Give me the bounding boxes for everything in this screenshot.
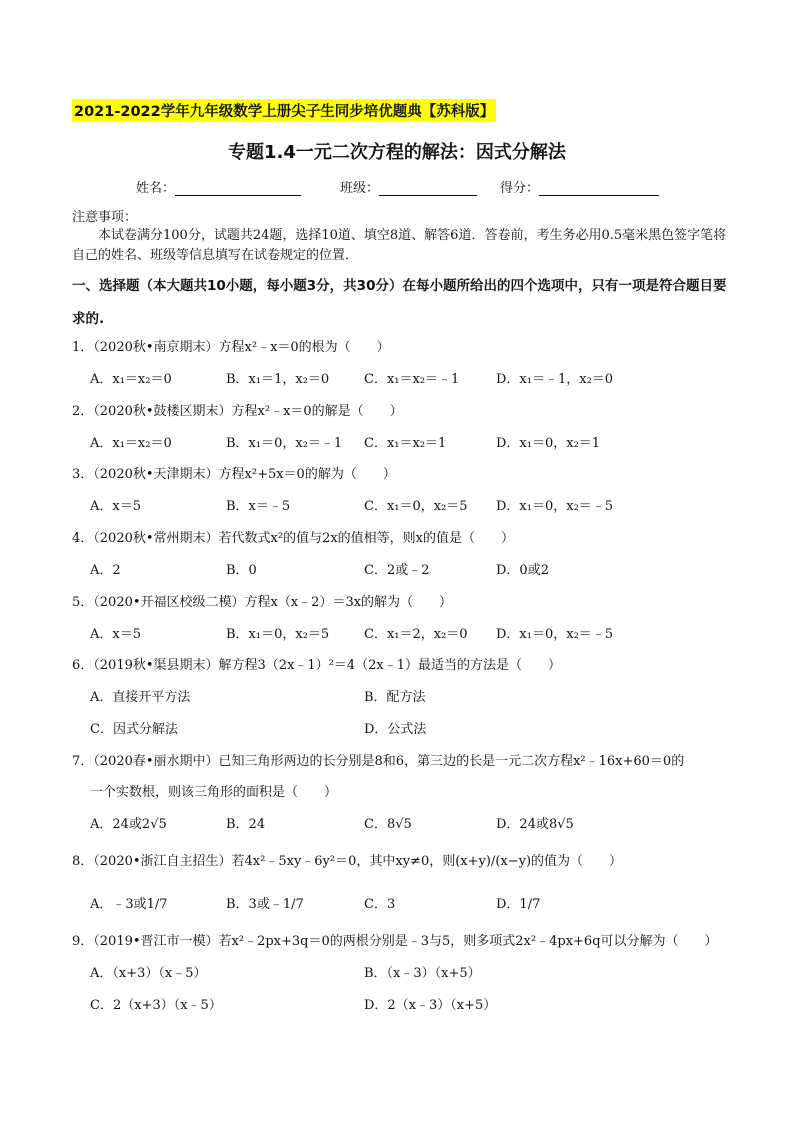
q3-option-b[interactable]: B．x＝﹣5 [226, 499, 291, 514]
name-field[interactable] [136, 177, 301, 196]
notice-body: 本试卷满分100分，试题共24题，选择10道、填空8道、解答6道．答卷前，考生务必用0.5毫米黑色签字笔将自己的姓名、班级等信息填写在试卷规定的位置． [72, 228, 727, 263]
section-heading: 一、选择题（本大题共10小题，每小题3分，共30分）在每小题所给出的四个选项中，只有一项是符合题目要求的. [72, 278, 727, 327]
q8-option-c[interactable]: C．3 [364, 897, 396, 912]
score-label: 得分： [500, 181, 540, 196]
q8-option-d[interactable]: D．1/7 [496, 897, 541, 912]
question-4-stem: 4．（2020秋•常州期末）若代数式x²的值与2x的值相等，则x的值是（ ） [72, 531, 515, 546]
class-field[interactable] [340, 177, 477, 196]
q3-option-d[interactable]: D．x₁＝0，x₂＝﹣5 [496, 499, 614, 514]
q4-option-c[interactable]: C．2或﹣2 [364, 563, 430, 578]
question-9-stem: 9．（2019•晋江市一模）若x²﹣2px+3q＝0的两根分别是﹣3与5，则多项式2x²﹣4px+6q可以分解为（ ） [72, 934, 718, 949]
q9-option-c[interactable]: C．2（x+3）（x﹣5） [90, 998, 222, 1013]
q2-option-a[interactable]: A．x₁＝x₂＝0 [90, 436, 172, 451]
q7-option-b[interactable]: B．24 [226, 817, 266, 832]
q4-option-a[interactable]: A．2 [90, 563, 121, 578]
series-banner: 2021-2022学年九年级数学上册尖子生同步培优题典【苏科版】 [72, 99, 496, 122]
question-2-stem: 2．（2020秋•鼓楼区期末）方程x²﹣x＝0的解是（ ） [72, 404, 403, 419]
question-5-stem: 5．（2020•开福区校级二模）方程x（x﹣2）＝3x的解为（ ） [72, 595, 453, 610]
q3-option-c[interactable]: C．x₁＝0，x₂＝5 [364, 499, 468, 514]
name-blank[interactable] [175, 183, 301, 196]
q2-option-c[interactable]: C．x₁＝x₂＝1 [364, 436, 447, 451]
page-title: 专题1.4一元二次方程的解法：因式分解法 [228, 142, 566, 163]
q5-option-b[interactable]: B．x₁＝0，x₂＝5 [226, 627, 330, 642]
name-label: 姓名： [136, 181, 176, 196]
question-3-stem: 3．（2020秋•天津期末）方程x²+5x＝0的解为（ ） [72, 467, 396, 482]
score-blank[interactable] [539, 183, 659, 196]
q2-option-d[interactable]: D．x₁＝0，x₂＝1 [496, 436, 601, 451]
q5-option-d[interactable]: D．x₁＝0，x₂＝﹣5 [496, 627, 614, 642]
q2-option-b[interactable]: B．x₁＝0，x₂＝﹣1 [226, 436, 343, 451]
q6-option-b[interactable]: B．配方法 [364, 690, 426, 705]
score-field[interactable] [500, 177, 659, 196]
q4-option-d[interactable]: D．0或2 [496, 563, 549, 578]
q7-option-d[interactable]: D．24或8√5 [496, 817, 574, 832]
q1-option-b[interactable]: B．x₁＝1，x₂＝0 [226, 372, 330, 387]
q7-option-a[interactable]: A．24或2√5 [90, 817, 167, 832]
q6-option-a[interactable]: A．直接开平方法 [90, 690, 191, 705]
class-label: 班级： [340, 181, 380, 196]
class-blank[interactable] [379, 183, 477, 196]
q5-option-a[interactable]: A．x＝5 [90, 627, 141, 642]
q5-option-c[interactable]: C．x₁＝2，x₂＝0 [364, 627, 468, 642]
q6-option-c[interactable]: C．因式分解法 [90, 722, 178, 737]
q9-option-b[interactable]: B．（x﹣3）（x+5） [364, 966, 481, 981]
q8-option-b[interactable]: B．3或﹣1/7 [226, 897, 304, 912]
question-6-stem: 6．（2019秋•渠县期末）解方程3（2x﹣1）²＝4（2x﹣1）最适当的方法是（ ） [72, 658, 562, 673]
q1-option-a[interactable]: A．x₁＝x₂＝0 [90, 372, 172, 387]
q3-option-a[interactable]: A．x＝5 [90, 499, 141, 514]
notice-title: 注意事项： [72, 210, 138, 225]
question-8-stem: 8．（2020•浙江自主招生）若4x²﹣5xy﹣6y²＝0，其中xy≠0，则(x+y)/(x−y)的值为（ ） [72, 854, 623, 869]
question-7-stem-continued: 一个实数根，则该三角形的面积是（ ） [90, 785, 338, 800]
q8-option-a[interactable]: A．﹣3或1/7 [90, 897, 168, 912]
q7-option-c[interactable]: C．8√5 [364, 817, 412, 832]
q6-option-d[interactable]: D．公式法 [364, 722, 427, 737]
question-1-stem: 1．（2020秋•南京期末）方程x²﹣x＝0的根为（ ） [72, 340, 390, 355]
q1-option-c[interactable]: C．x₁＝x₂＝﹣1 [364, 372, 460, 387]
question-7-stem: 7．（2020春•丽水期中）已知三角形两边的长分别是8和6，第三边的长是一元二次方程x²﹣16x+60＝0的 [72, 754, 685, 769]
q1-option-d[interactable]: D．x₁＝﹣1，x₂＝0 [496, 372, 614, 387]
q9-option-d[interactable]: D．2（x﹣3）（x+5） [364, 998, 497, 1013]
q4-option-b[interactable]: B．0 [226, 563, 257, 578]
q9-option-a[interactable]: A．（x+3）（x﹣5） [90, 966, 207, 981]
